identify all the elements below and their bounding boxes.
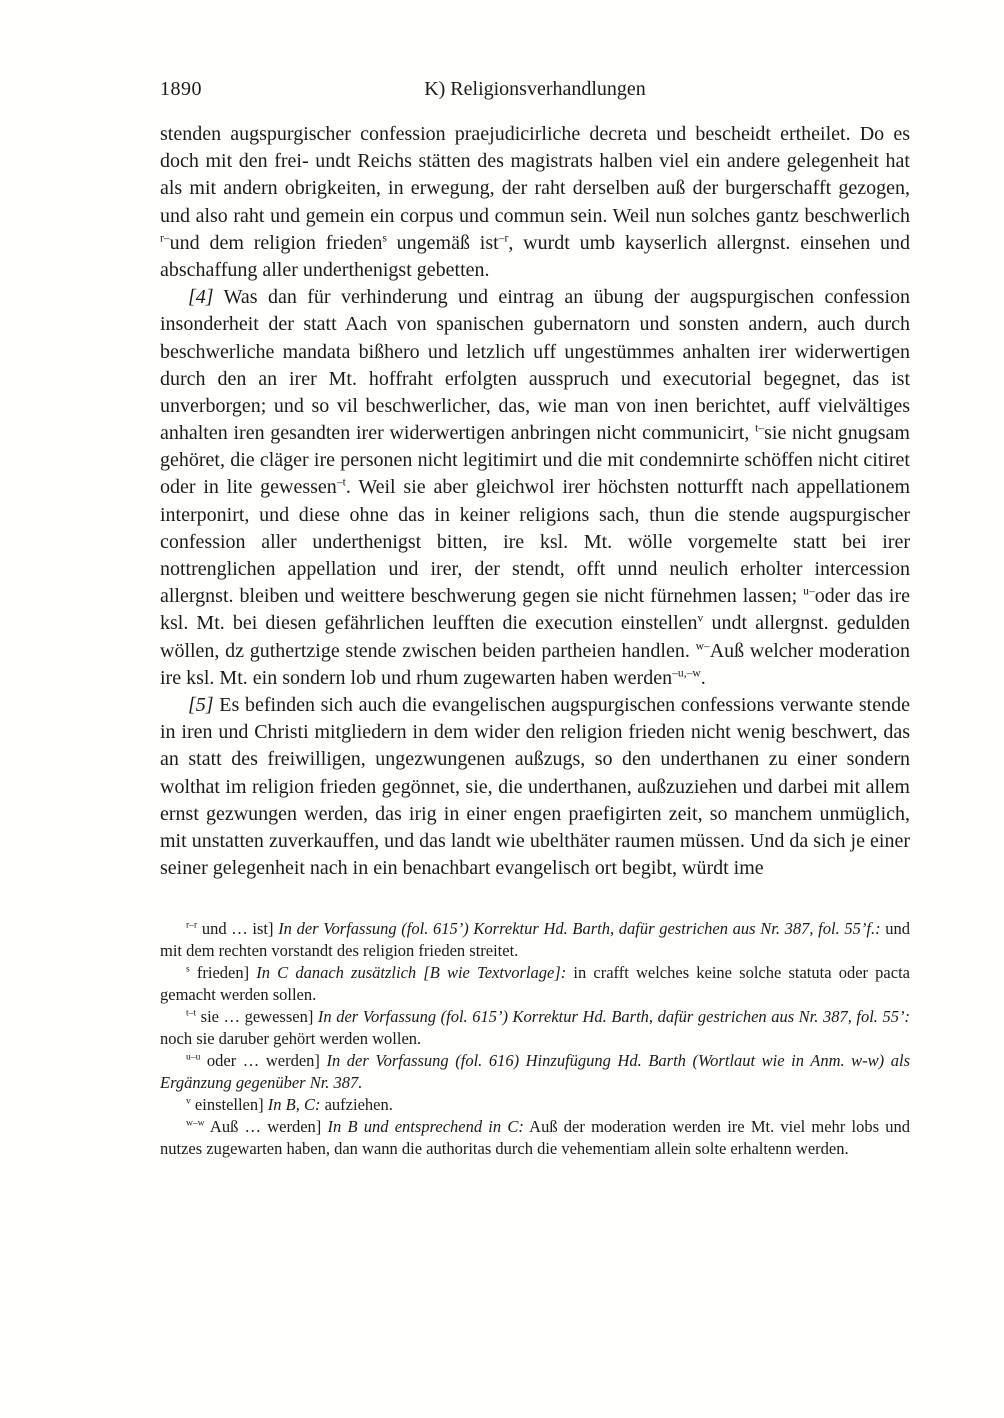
footnote (160, 1116, 910, 1160)
footnote (160, 1006, 910, 1050)
text-run: stenden augspurgischer confession praejudicirliche decreta und bescheidt ertheilet. Do es doch mit den frei- undt Reichs stätten des magistrats halben viel ein andere gelegenheit hat als mit andern obrigkeiten, in erwegung, der raht derselben auß der burgerschafft gezogen, und also raht und gemein ein corpus und commun sein. Weil nun solches gantz beschwerlich (160, 123, 910, 227)
page-number: 1890 (160, 78, 202, 100)
text-run: frieden] (189, 963, 257, 983)
text-run: Auß welcher moderation ire ksl. Mt. ein sondern lob und rhum zugewarten haben werden (160, 639, 910, 689)
apparatus-marker: r– (160, 231, 170, 245)
text-run: oder das ire ksl. Mt. bei diesen gefährlichen leufften die execution einstellen (160, 585, 910, 635)
italic-run: In B, C: (267, 1094, 321, 1114)
text-run: Was dan für verhinderung und eintrag an übung der augspurgischen confession insonderheit der statt Aach von spanischen gubernatorn und sonsten andern, auch durch beschwerliche mandata bißhero und letzlich uff ungestümmes anhalten irer widerwertigen durch den an irer Mt. hoffraht erfolgten ausspruch und executorial begegnet, das ist unverborgen; und so vil beschwerlicher, das, wie man von inen berichtet, auff vielvältiges anhalten iren gesandten irer widerwertigen anbringen nicht communicirt, (160, 286, 910, 445)
italic-run: In der Vorfassung (fol. 615’) Korrektur Hd. Barth, dafür gestrichen aus Nr. 387, fol. 55’: (317, 1007, 910, 1026)
body-paragraph (160, 692, 910, 882)
apparatus-marker: w– (695, 638, 710, 652)
page-header (160, 78, 910, 105)
apparatus-marker: v (697, 611, 704, 625)
apparatus-marker: t– (755, 421, 765, 435)
footnotes (160, 918, 910, 1159)
running-header: K) Religionsverhandlungen (424, 78, 646, 100)
italic-run: In der Vorfassung (fol. 616) Hinzufügung Hd. Barth (Wortlaut wie in Anm. w-w) als Ergänzung gegenüber Nr. 387. (160, 1050, 910, 1092)
body-paragraph (160, 284, 910, 692)
apparatus-marker: t–t (186, 1007, 197, 1019)
text-run: Auß der moderation werden ire Mt. viel mehr lobs und nutzes zugewarten haben, dan wann die authoritas durch die vehementiam allein solte erhaltenn werden. (160, 1116, 910, 1158)
apparatus-marker: –t (336, 475, 346, 489)
text-run: undt allergnst. gedulden wöllen, dz guthertzige stende zwischen beiden partheien handlen. (160, 612, 910, 662)
text-run: noch sie daruber gehört werden wollen. (160, 1028, 422, 1048)
body-text (160, 121, 910, 882)
italic-run: In der Vorfassung (fol. 615’) Korrektur Hd. Barth, dafür gestrichen aus Nr. 387, fol. 55’f.: (278, 919, 881, 939)
text-run: und mit dem rechten vorstandt des religion frieden streitet. (160, 919, 911, 961)
apparatus-marker: v (186, 1095, 191, 1107)
italic-run: [5] (188, 693, 214, 716)
apparatus-marker: w–w (186, 1117, 205, 1129)
text-run: sie … gewessen] (196, 1007, 318, 1026)
italic-run: In C danach zusätzlich [B wie Textvorlage]: (256, 963, 567, 983)
apparatus-marker: –u,–w (672, 666, 701, 680)
text-run: . Weil sie aber gleichwol irer höchsten notturfft nach appellationem interponirt, und diese ohne das in keiner religions sach, thun die stende augspurgischer confession aller underthenigst bitten, ire ksl. Mt. wölle vorgemelte statt bei irer nottrenglichen appellation und irer, der stendt, offt unnd neulich erholter intercession allergnst. bleiben und weittere beschwerung gegen sie nicht fürnehmen lassen; (160, 476, 910, 608)
apparatus-marker: r–r (186, 919, 198, 931)
apparatus-marker: u– (803, 584, 815, 598)
footnote (160, 1050, 910, 1094)
italic-run: In B und entsprechend in C: (327, 1116, 524, 1136)
footnote (160, 1094, 910, 1116)
text-run: in crafft welches keine solche statuta oder pacta gemacht werden sollen. (160, 963, 910, 1005)
text-run: Auß … werden] (204, 1116, 328, 1136)
text-run: ungemäß ist (386, 231, 499, 254)
apparatus-marker: s (186, 963, 190, 975)
text-run: einstellen] (190, 1094, 268, 1114)
apparatus-marker: –r (498, 231, 509, 245)
apparatus-marker: u–u (186, 1051, 201, 1063)
body-paragraph (160, 121, 910, 284)
text-run: , wurdt umb kayserlich allergnst. einsehen und abschaffung aller underthenigst gebetten. (160, 231, 910, 281)
text-run: und dem religion frieden (169, 231, 383, 254)
apparatus-marker: s (382, 231, 387, 245)
italic-run: [4] (188, 286, 214, 309)
text-run: aufziehen. (320, 1094, 393, 1114)
text-run: und … ist] (197, 919, 279, 939)
footnote (160, 962, 910, 1006)
text-run: . (700, 666, 706, 689)
text-run: Es befinden sich auch die evangelischen augspurgischen confessions verwante stende in iren und Christi mitgliedern in dem wider den religion frieden nicht wenig beschwert, das an statt des freiwilligen, ungezwungenen außzugs, so den underthanen zu einer sondern wolthat im religion frieden gegönnet, sie, die underthanen, außzuziehen und darbei mit allem ernst gezwungen werden, das irig in einer engen praefigirten zeit, so manchem unmüglich, mit unstatten zuverkauffen, und das landt wie ubelthäter raumen müssen. Und da sich je einer seiner gelegenheit nach in ein benachbart evangelisch ort begibt, würdt ime (160, 693, 910, 880)
text-run: sie nicht gnugsam gehöret, die cläger ire personen nicht legitimirt und die mit condemnirte schöffen nicht citiret oder in lite gewessen (160, 422, 910, 499)
text-run: oder … werden] (200, 1050, 327, 1070)
footnote (160, 918, 910, 962)
